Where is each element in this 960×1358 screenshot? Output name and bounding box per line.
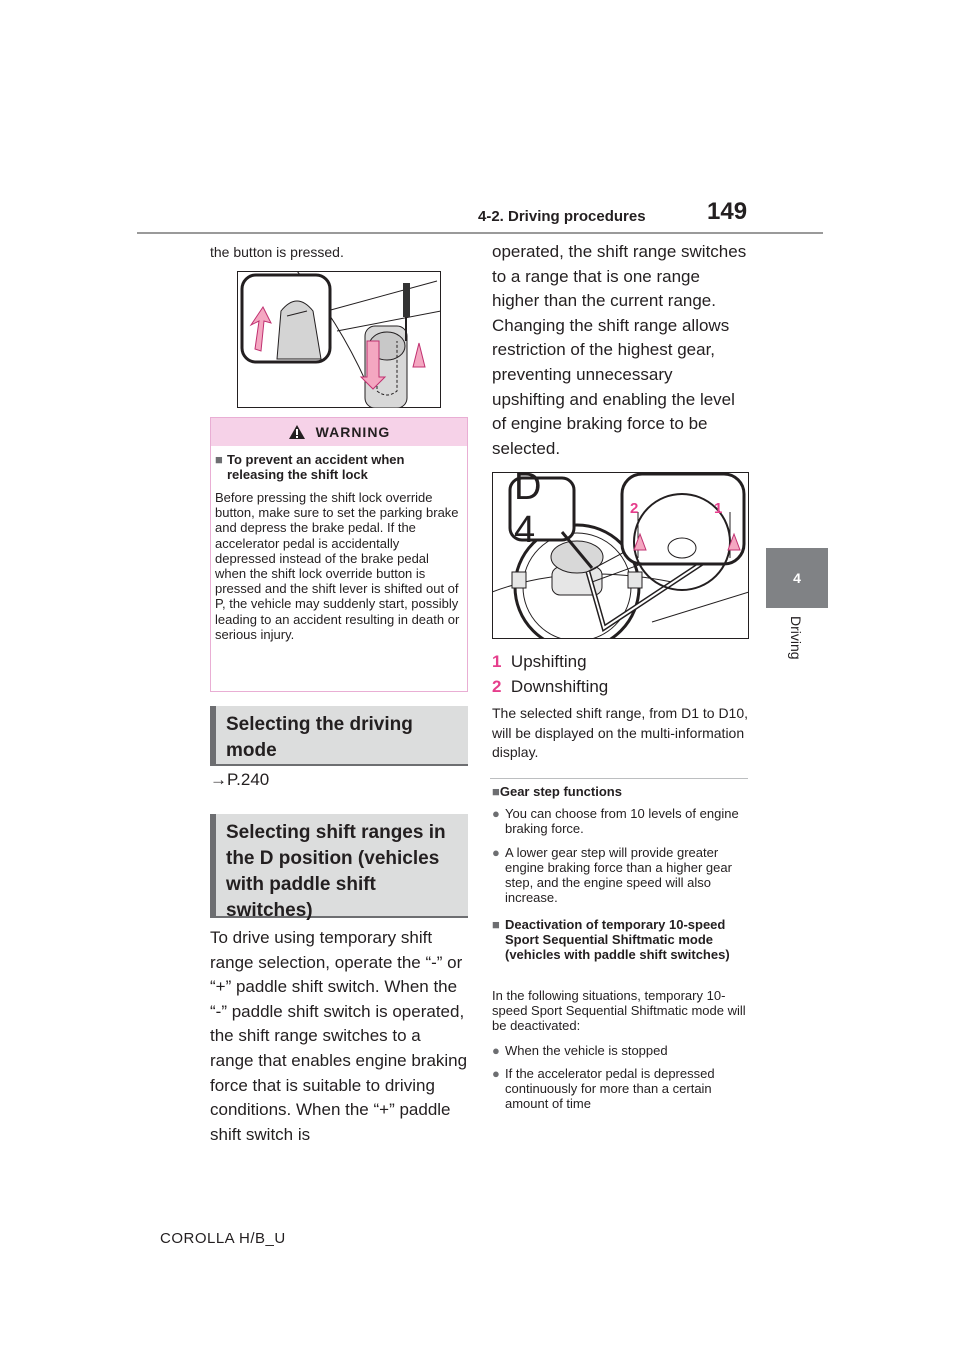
note-bullet: ● You can choose from 10 levels of engine braking force. [492, 806, 739, 836]
callout-1: 1 [714, 500, 723, 517]
warning-title: WARNING [315, 424, 391, 440]
legend-item-downshifting: 2 Downshifting [492, 677, 609, 696]
note-bullet: ● When the vehicle is stopped [492, 1043, 668, 1058]
warning-header [211, 418, 467, 446]
paddle-shift-paragraph: To drive using temporary shift range selection, operate the “-” or “+” paddle shift switch. When the “-” paddle shift switch is operated, the shift range switches to a range that enables engine braking force that is suitable to driving conditions. When the “+” paddle shift switch is [210, 928, 468, 1144]
page-reference-link[interactable]: →P.240 [210, 770, 270, 789]
shift-lock-illustration [237, 271, 441, 408]
figure-caption: The selected shift range, from D1 to D10, will be displayed on the multi-information display. [492, 705, 749, 760]
note-title-gear-step: ■Gear step functions [492, 784, 622, 799]
warning-body: Before pressing the shift lock override button, make sure to set the parking brake and depress the brake pedal. If the accelerator pedal is accidentally depressed instead of the brake pedal when the shift lock override button is pressed and the shift lever is shifted out of P, the vehicle may suddenly start, possibly leading to an accident resulting in death or serious injury. [215, 490, 460, 642]
legend-item-upshifting: 1 Upshifting [492, 652, 587, 671]
warning-triangle-icon [288, 424, 306, 440]
section-heading: 4-2. Driving procedures [478, 208, 646, 225]
section-title-driving-mode: Selecting the driving mode [210, 706, 468, 766]
warning-subtitle: ■ To prevent an accident when releasing the shift lock [215, 452, 405, 482]
gear-display-readout: D 4 [514, 466, 542, 551]
page-number: 149 [707, 198, 748, 225]
shift-range-paragraph: operated, the shift range switches to a range that is one range higher than the current range. Changing the shift range allows restriction of the highest gear, preventing unnecessary upshifting and enabling the level of engine braking force to be selected. [492, 242, 747, 458]
footer-model: COROLLA H/B_U [160, 1230, 286, 1247]
note-intro: In the following situations, temporary 10-speed Sport Sequential Shiftmatic mode will be deactivated: [492, 988, 746, 1033]
callout-2: 2 [630, 500, 639, 517]
header-divider [137, 232, 823, 234]
note-title-deactivation: ■ Deactivation of temporary 10-speed Sport Sequential Shiftmatic mode (vehicles with paddle shift switches) [492, 917, 730, 962]
section-title-shift-ranges: Selecting shift ranges in the D position (vehicles with paddle shift switches) [210, 814, 468, 918]
notes-divider [490, 778, 748, 779]
chapter-tab-number[interactable]: 4 [766, 548, 828, 608]
note-bullet: ● If the accelerator pedal is depressed continuously for more than a certain amount of time [492, 1066, 715, 1111]
intro-text: the button is pressed. [210, 244, 344, 260]
note-bullet: ● A lower gear step will provide greater engine braking force than a higher gear step, and the engine speed will also increase. [492, 845, 732, 905]
paddle-shift-illustration [492, 466, 749, 639]
chapter-tab-label: Driving [788, 616, 804, 660]
warning-box [210, 417, 468, 692]
